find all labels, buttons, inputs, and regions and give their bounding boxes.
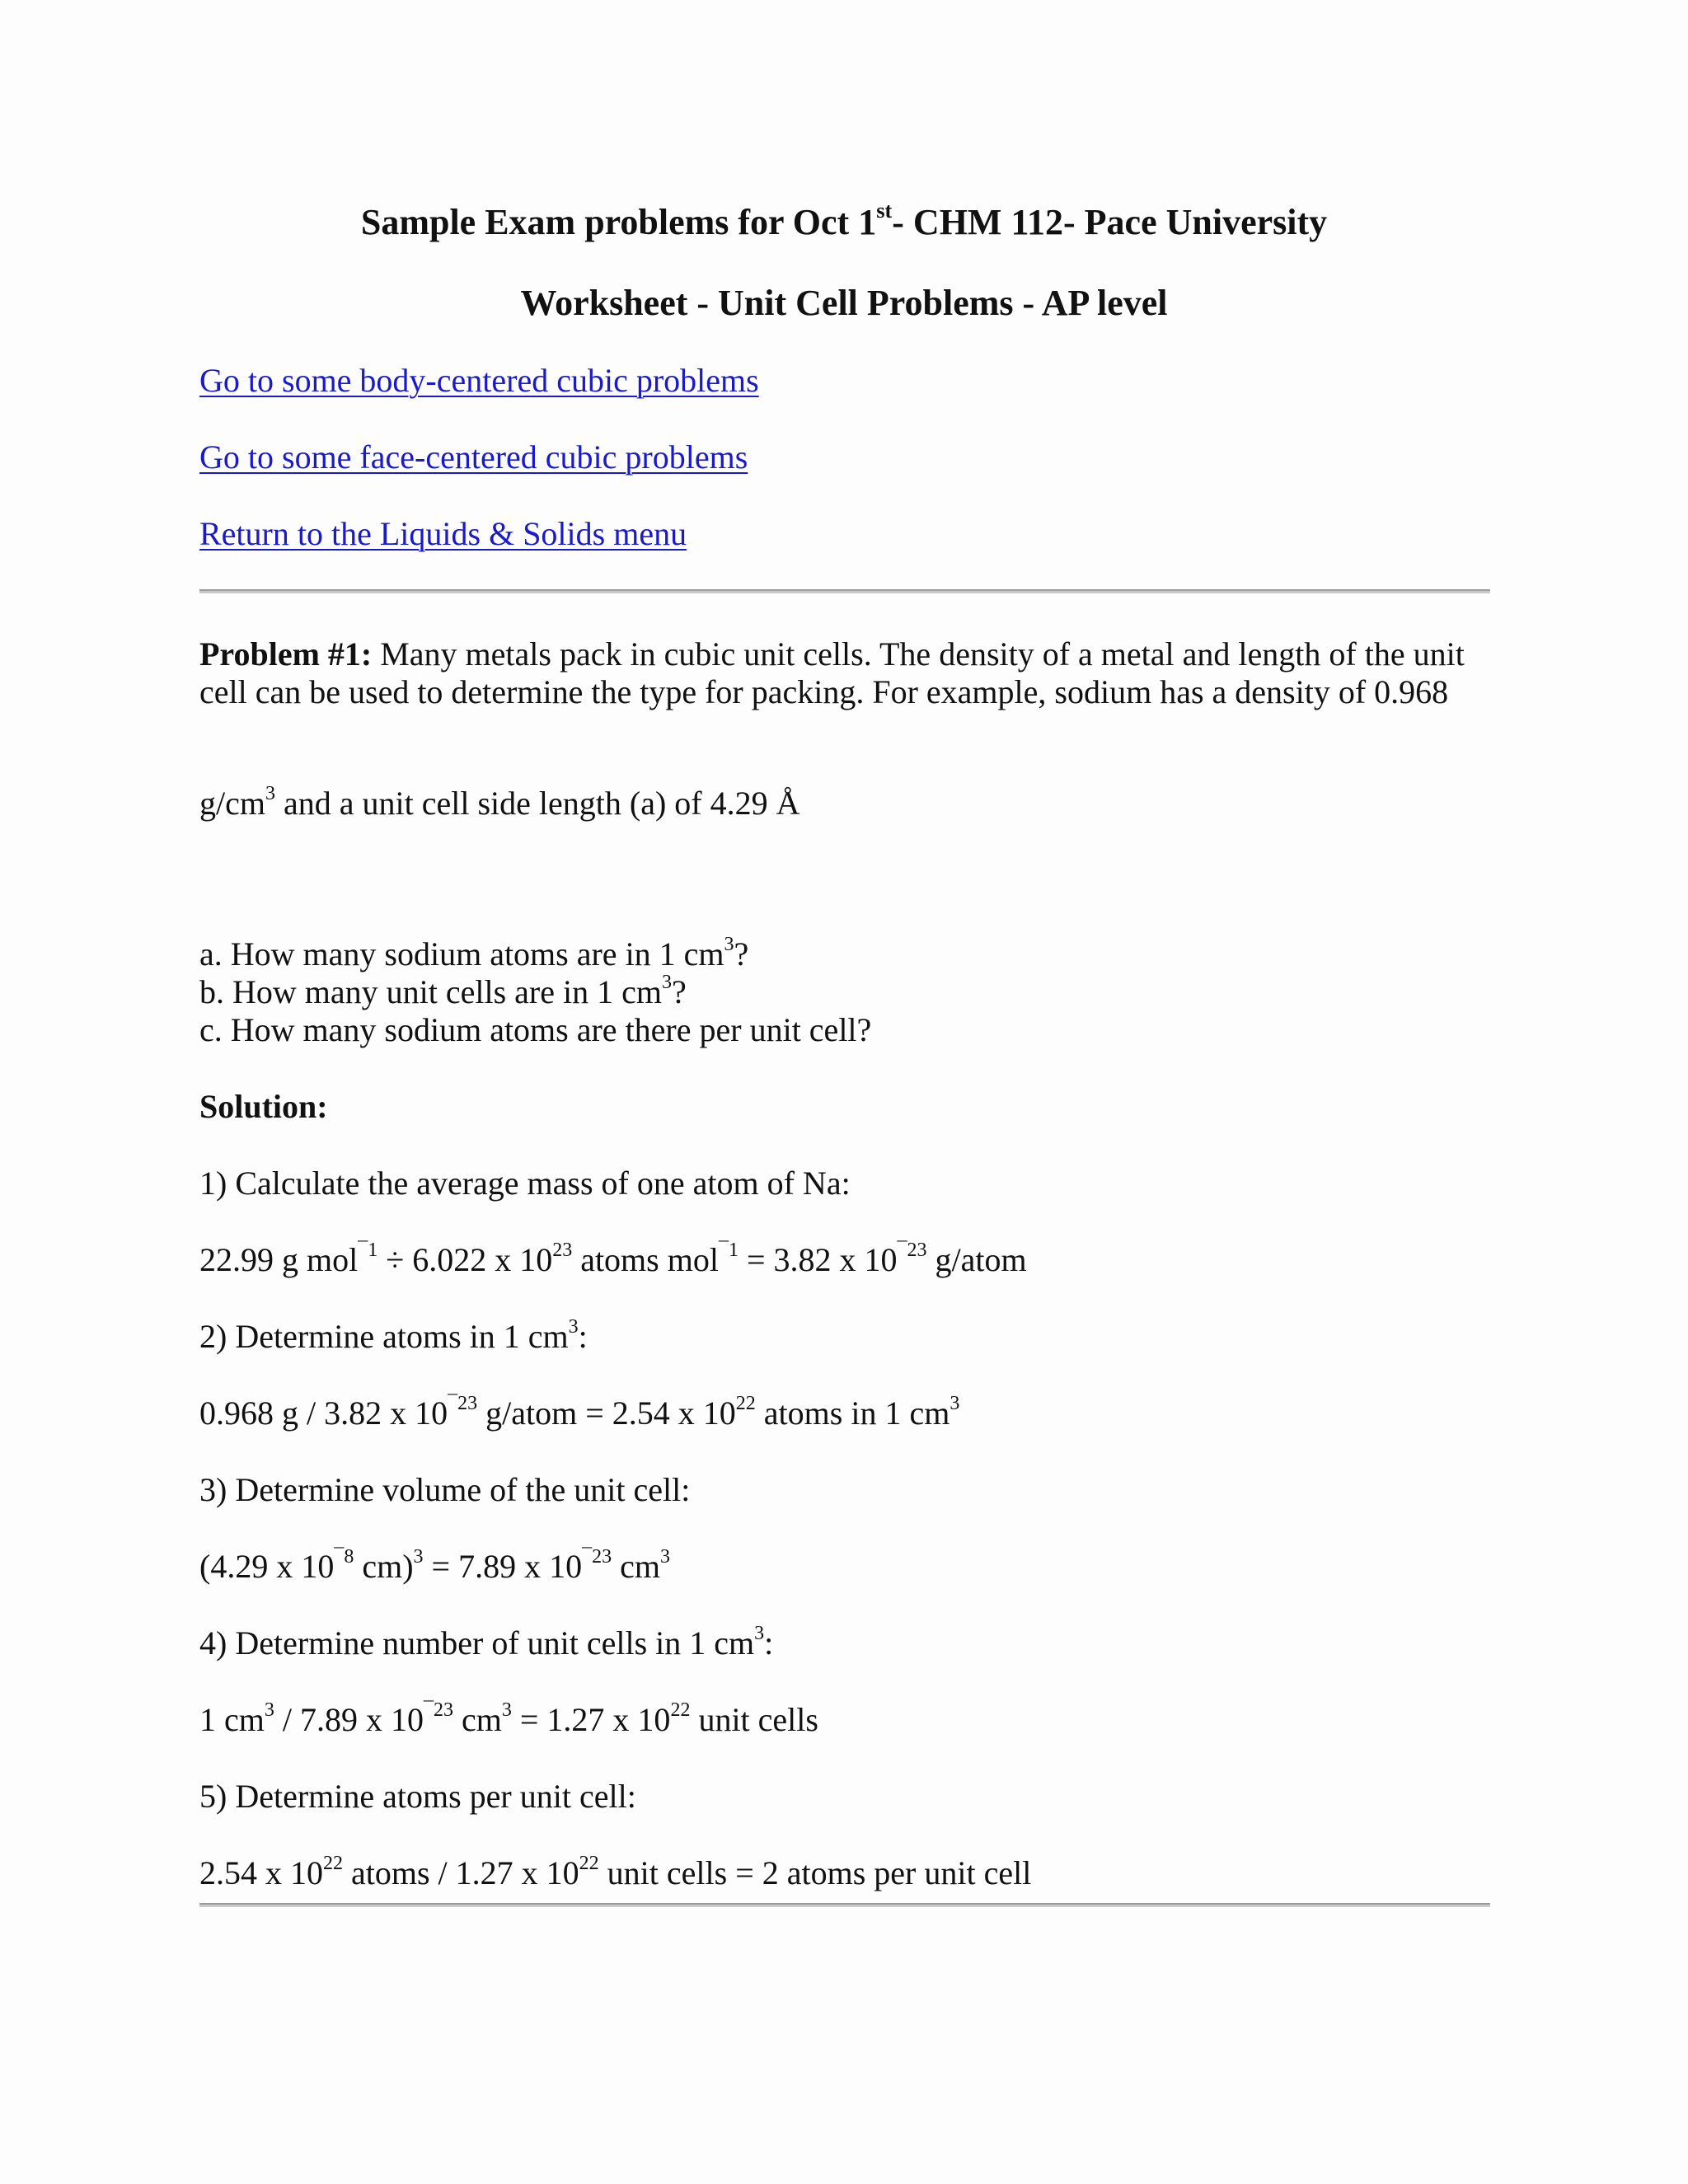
eq4-exponent: 22 [670,1699,691,1721]
question-a-end: ? [734,935,749,972]
eq4-exponent: 3 [501,1699,512,1721]
step-2-exponent: 3 [568,1316,579,1338]
eq5-part: 2.54 x 10 [199,1854,323,1891]
eq4-part: unit cells [690,1701,818,1738]
title-superscript: st [876,198,893,223]
link-face-centered-cubic[interactable]: Go to some face-centered cubic problems [199,438,748,476]
eq2-exponent: 22 [735,1393,756,1414]
question-a-text: a. How many sodium atoms are in 1 cm [199,935,724,972]
eq1-exponent: ¯23 [897,1240,927,1261]
eq4-part: / 7.89 x 10 [274,1701,424,1738]
page-title [0,198,1688,244]
link-liquids-solids-menu[interactable]: Return to the Liquids & Solids menu [199,515,687,552]
step-4-end: : [764,1624,774,1661]
question-c: c. How many sodium atoms are there per unit cell? [199,1011,872,1048]
eq2-part: atoms in 1 cm [755,1394,950,1432]
eq1-exponent: ¯1 [358,1240,378,1261]
link-row-fcc [199,438,748,477]
eq3-exponent: ¯23 [582,1546,612,1568]
eq5-exponent: 22 [579,1853,599,1874]
eq1-exponent: ¯1 [718,1240,738,1261]
divider-top [199,589,1490,593]
eq2-part: g/atom = 2.54 x 10 [477,1394,736,1432]
problem-text-line-1 [199,635,1465,674]
question-b-end: ? [671,973,687,1010]
eq2-exponent: ¯23 [448,1393,478,1414]
step-1: 1) Calculate the average mass of one atom of Na: [199,1165,851,1202]
eq5-part: unit cells = 2 atoms per unit cell [598,1854,1032,1891]
eq1-part: 22.99 g mol [199,1241,359,1278]
question-b-text: b. How many unit cells are in 1 cm [199,973,662,1010]
title-text: Sample Exam problems for Oct 1 [360,202,877,242]
eq1-part: g/atom [926,1241,1027,1278]
density-rest: and a unit cell side length (a) of 4.29 Å [274,785,800,822]
eq5-part: atoms / 1.27 x 10 [343,1854,579,1891]
question-a-exponent: 3 [724,934,734,955]
eq3-exponent: 3 [659,1546,670,1568]
equation-5 [199,1854,1031,1893]
eq3-exponent: 3 [413,1546,424,1568]
eq2-exponent: 3 [950,1393,960,1414]
eq3-exponent: ¯8 [334,1546,354,1568]
step-3: 3) Determine volume of the unit cell: [199,1471,691,1508]
equation-3 [199,1547,670,1586]
step-2-end: : [578,1318,588,1355]
step-4-text: 4) Determine number of unit cells in 1 cm [199,1624,755,1661]
eq3-part: (4.29 x 10 [199,1548,335,1585]
step-4 [199,1624,773,1663]
step-2-text: 2) Determine atoms in 1 cm [199,1318,569,1355]
eq4-part: cm [453,1701,502,1738]
density-unit: g/cm [199,785,265,822]
step-4-exponent: 3 [754,1623,765,1644]
problem-density-line [199,784,799,823]
eq3-part: = 7.89 x 10 [423,1548,583,1585]
solution-label: Solution: [199,1088,328,1125]
page-subtitle: Worksheet - Unit Cell Problems - AP level [520,283,1168,323]
equation-1 [199,1240,1027,1280]
eq5-exponent: 22 [323,1853,343,1874]
eq4-exponent: 3 [264,1699,274,1721]
link-body-centered-cubic[interactable]: Go to some body-centered cubic problems [199,362,759,399]
eq3-part: cm) [354,1548,414,1585]
density-exponent: 3 [265,783,275,804]
eq2-part: 0.968 g / 3.82 x 10 [199,1394,448,1432]
divider-bottom [199,1903,1490,1907]
eq4-part: 1 cm [199,1701,265,1738]
eq1-part: atoms mol [572,1241,719,1278]
question-b [199,972,687,1012]
link-row-menu [199,514,687,554]
problem-line-1-text: Many metals pack in cubic unit cells. The density of a metal and length of the unit [372,635,1465,673]
link-row-bcc [199,361,759,401]
problem-text-line-2: cell can be used to determine the type for packing. For example, sodium has a density of 0.968 [199,673,1449,710]
step-5: 5) Determine atoms per unit cell: [199,1778,636,1815]
eq1-part: = 3.82 x 10 [738,1241,898,1278]
eq3-part: cm [612,1548,660,1585]
step-2 [199,1317,588,1357]
equation-4 [199,1700,818,1740]
solution-heading [199,1087,328,1127]
question-b-exponent: 3 [661,972,672,993]
problem-label: Problem #1: [199,635,373,673]
equation-2 [199,1394,959,1433]
eq1-part: ÷ 6.022 x 10 [377,1241,553,1278]
eq4-part: = 1.27 x 10 [511,1701,671,1738]
eq4-exponent: ¯23 [424,1699,453,1721]
title-text-rest: - CHM 112- Pace University [892,202,1328,242]
question-a [199,935,748,974]
eq1-exponent: 23 [552,1240,573,1261]
